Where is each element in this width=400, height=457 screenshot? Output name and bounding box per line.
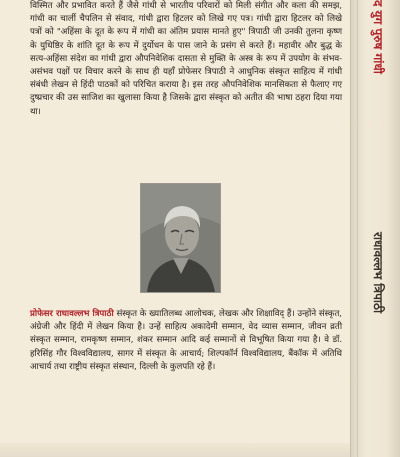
spine-author: राधावल्लभ त्रिपाठी [371, 232, 385, 314]
author-name: प्रोफेसर राधावल्लभ त्रिपाठी [30, 309, 114, 319]
spine-divider [357, 0, 358, 457]
author-photo [140, 183, 221, 293]
spine-title: द युग पुरुष गांधी [371, 0, 385, 74]
author-bio-text: संस्कृत के ख्यातिलब्ध आलोचक, लेखक और शिक्षाविद् हैं। उन्होंने संस्कृत, अंग्रेजी और हिंदी में लेखन किया है। उन्हें साहित्य अकादेमी सम्मान, वेद व्यास सम्मान, जीवन व्रती संस्कृत सम्मान, रामकृष्ण सम्मान, शंकर सम्मान आदि कई सम्मानों से विभूषित किया गया है। वे डॉ. हरिसिंह गौर विश्वविद्यालय, सागर में संस्कृत के आचार्य; शिल्पकॉर्न विश्वविद्यालय, बैंकॉक में अतिथि आचार्य तथा राष्ट्रीय संस्कृत संस्थान, दिल्ली के कुलपति रहे हैं। [30, 309, 342, 372]
author-bio-paragraph [30, 308, 342, 374]
author-portrait-image [141, 184, 220, 292]
description-paragraph: विस्मित और प्रभावित करते हैं जैसे गांधी से भारतीय परिवारों को मिली संगीत और कला की समझ, गांधी का चार्ली चैपलिन से संवाद, गांधी द्वारा हिटलर को लिखे गए पत्र। गांधी द्वारा हिटलर को लिखे पत्रों को "अहिंसा के दूत के रूप में गांधी का अंतिम प्रयास मानते हुए" त्रिपाठी जी उनकी तुलना कृष्ण के युधिष्ठिर के शांति दूत के रूप में दुर्योधन के पास जाने के प्रसंग से करते हैं। महावीर और बुद्ध के सत्य-अहिंसा संदेश का गांधी द्वारा औपनिवेशिक दासता से मुक्ति के अस्त्र के रूप में उपयोग के संभव-असंभव पक्षों पर विचार करने के साथ ही यहाँ प्रोफेसर त्रिपाठी ने आधुनिक संस्कृत साहित्य में गांधी संबंधी लेखन से हिंदी पाठकों को परिचित कराया है। इस तरह औपनिवेशिक मानसिकता से फैलाए गए दुष्प्रचार की उस साजिश का खुलासा किया है जिसके द्वारा संस्कृत को अतीत की भाषा ठहरा दिया गया था। [30, 1, 342, 117]
